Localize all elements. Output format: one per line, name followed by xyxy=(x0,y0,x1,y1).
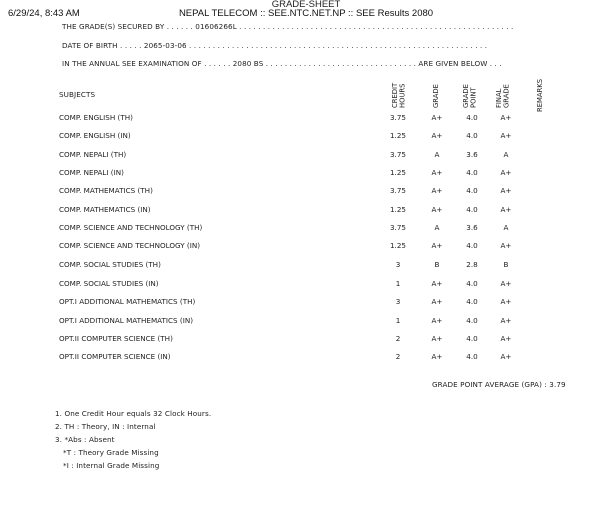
final-grade-cell: A xyxy=(503,223,509,232)
final-grade-cell: A+ xyxy=(500,186,512,195)
grade-point-cell: 4.0 xyxy=(466,168,478,177)
subject-cell: COMP. SCIENCE AND TECHNOLOGY (IN) xyxy=(59,241,201,250)
note-theory-missing: *T : Theory Grade Missing xyxy=(63,448,159,457)
grade-point-cell: 4.0 xyxy=(466,186,478,195)
grade-point-cell: 4.0 xyxy=(466,205,478,214)
credit-cell: 2 xyxy=(395,352,401,361)
credit-cell: 2 xyxy=(395,334,401,343)
subject-cell: COMP. MATHEMATICS (IN) xyxy=(59,205,151,214)
grade-cell: A+ xyxy=(431,334,443,343)
final-grade-cell: A+ xyxy=(500,279,512,288)
credit-cell: 3.75 xyxy=(389,150,406,159)
final-grade-cell: A+ xyxy=(500,113,512,122)
table-row xyxy=(0,334,612,346)
grade-point-cell: 4.0 xyxy=(466,352,478,361)
subject-cell: OPT.II COMPUTER SCIENCE (IN) xyxy=(59,352,171,361)
print-datetime: 6/29/24, 8:43 AM xyxy=(8,8,80,19)
grade-cell: A xyxy=(434,150,440,159)
grade-point-cell: 3.6 xyxy=(466,223,478,232)
grade-cell: A+ xyxy=(431,168,443,177)
credit-cell: 1.25 xyxy=(389,205,406,214)
final-grade-cell: A+ xyxy=(500,316,512,325)
final-grade-cell: A xyxy=(503,150,509,159)
table-row xyxy=(0,297,612,309)
grade-cell: A+ xyxy=(431,316,443,325)
note-credit-hour: 1. One Credit Hour equals 32 Clock Hours. xyxy=(55,409,212,418)
subject-cell: OPT.I ADDITIONAL MATHEMATICS (IN) xyxy=(59,316,194,325)
grade-cell: A+ xyxy=(431,241,443,250)
print-page-title: NEPAL TELECOM :: SEE.NTC.NET.NP :: SEE Results 2080 xyxy=(178,8,434,19)
note-internal-missing: *I : Internal Grade Missing xyxy=(63,461,160,470)
table-row xyxy=(0,352,612,364)
grade-point-cell: 4.0 xyxy=(466,334,478,343)
grade-cell: A+ xyxy=(431,113,443,122)
header-remarks: REMARKS xyxy=(536,78,544,112)
final-grade-cell: A+ xyxy=(500,352,512,361)
subject-cell: COMP. NEPALI (IN) xyxy=(59,168,124,177)
grade-point-cell: 2.8 xyxy=(466,260,478,269)
table-row xyxy=(0,279,612,291)
table-row xyxy=(0,113,612,125)
header-grade-point: GRADE POINT xyxy=(462,84,478,108)
subject-cell: OPT.II COMPUTER SCIENCE (TH) xyxy=(59,334,173,343)
header-grade: GRADE xyxy=(432,84,440,108)
final-grade-cell: A+ xyxy=(500,297,512,306)
grade-cell: A xyxy=(434,223,440,232)
header-credit-hours: CREDIT HOURS xyxy=(391,82,407,108)
final-grade-cell: A+ xyxy=(500,168,512,177)
table-row xyxy=(0,150,612,162)
gpa-summary: GRADE POINT AVERAGE (GPA) : 3.79 xyxy=(432,380,566,389)
exam-line: IN THE ANNUAL SEE EXAMINATION OF . . . . . . 2080 BS . . . . . . . . . . . . . . . . . . . . . . . . . . . . . . . . ARE GIVEN BELOW . . . xyxy=(62,59,502,68)
final-grade-cell: A+ xyxy=(500,334,512,343)
grade-point-cell: 4.0 xyxy=(466,113,478,122)
grade-cell: A+ xyxy=(431,186,443,195)
subject-cell: OPT.I ADDITIONAL MATHEMATICS (TH) xyxy=(59,297,196,306)
grade-cell: A+ xyxy=(431,297,443,306)
subject-cell: COMP. SCIENCE AND TECHNOLOGY (TH) xyxy=(59,223,203,232)
subject-cell: COMP. SOCIAL STUDIES (IN) xyxy=(59,279,159,288)
table-row xyxy=(0,241,612,253)
note-th-in: 2. TH : Theory, IN : Internal xyxy=(55,422,156,431)
table-row xyxy=(0,260,612,272)
credit-cell: 1.25 xyxy=(389,241,406,250)
credit-cell: 1.25 xyxy=(389,168,406,177)
grade-point-cell: 3.6 xyxy=(466,150,478,159)
subject-cell: COMP. ENGLISH (IN) xyxy=(59,131,131,140)
credit-cell: 3.75 xyxy=(389,113,406,122)
grade-point-cell: 4.0 xyxy=(466,316,478,325)
final-grade-cell: A+ xyxy=(500,131,512,140)
credit-cell: 1 xyxy=(395,279,401,288)
final-grade-cell: B xyxy=(503,260,509,269)
subject-cell: COMP. NEPALI (TH) xyxy=(59,150,127,159)
header-final-grade: FINAL GRADE xyxy=(495,84,511,108)
credit-cell: 3 xyxy=(395,297,401,306)
grade-point-cell: 4.0 xyxy=(466,279,478,288)
grade-point-cell: 4.0 xyxy=(466,297,478,306)
credit-cell: 3.75 xyxy=(389,186,406,195)
table-row xyxy=(0,168,612,180)
grade-cell: A+ xyxy=(431,352,443,361)
final-grade-cell: A+ xyxy=(500,241,512,250)
grade-point-cell: 4.0 xyxy=(466,131,478,140)
dob-line: DATE OF BIRTH . . . . . 2065-03-06 . . . . . . . . . . . . . . . . . . . . . . . . . . . . . . . . . . . . . . . . . . . . . . . . . . . . . . . . . . . . . . . xyxy=(62,41,488,50)
table-row xyxy=(0,205,612,217)
grade-point-cell: 4.0 xyxy=(466,241,478,250)
grade-cell: A+ xyxy=(431,205,443,214)
table-row xyxy=(0,316,612,328)
grade-cell: A+ xyxy=(431,131,443,140)
credit-cell: 1 xyxy=(395,316,401,325)
table-row xyxy=(0,223,612,235)
credit-cell: 3.75 xyxy=(389,223,406,232)
table-row xyxy=(0,186,612,198)
secured-by-line: THE GRADE(S) SECURED BY . . . . . . 01606266L . . . . . . . . . . . . . . . . . . . . . . . . . . . . . . . . . . . . . . . . . . . . . . . . . . . . . . . . . . xyxy=(62,22,514,31)
grade-cell: A+ xyxy=(431,279,443,288)
table-row xyxy=(0,131,612,143)
subject-cell: COMP. SOCIAL STUDIES (TH) xyxy=(59,260,161,269)
subject-cell: COMP. ENGLISH (TH) xyxy=(59,113,133,122)
note-absent: 3. *Abs : Absent xyxy=(55,435,115,444)
credit-cell: 1.25 xyxy=(389,131,406,140)
header-subjects: SUBJECTS xyxy=(59,90,96,99)
credit-cell: 3 xyxy=(395,260,401,269)
sheet-title: GRADE-SHEET xyxy=(271,0,341,10)
final-grade-cell: A+ xyxy=(500,205,512,214)
grade-cell: B xyxy=(434,260,440,269)
subject-cell: COMP. MATHEMATICS (TH) xyxy=(59,186,153,195)
